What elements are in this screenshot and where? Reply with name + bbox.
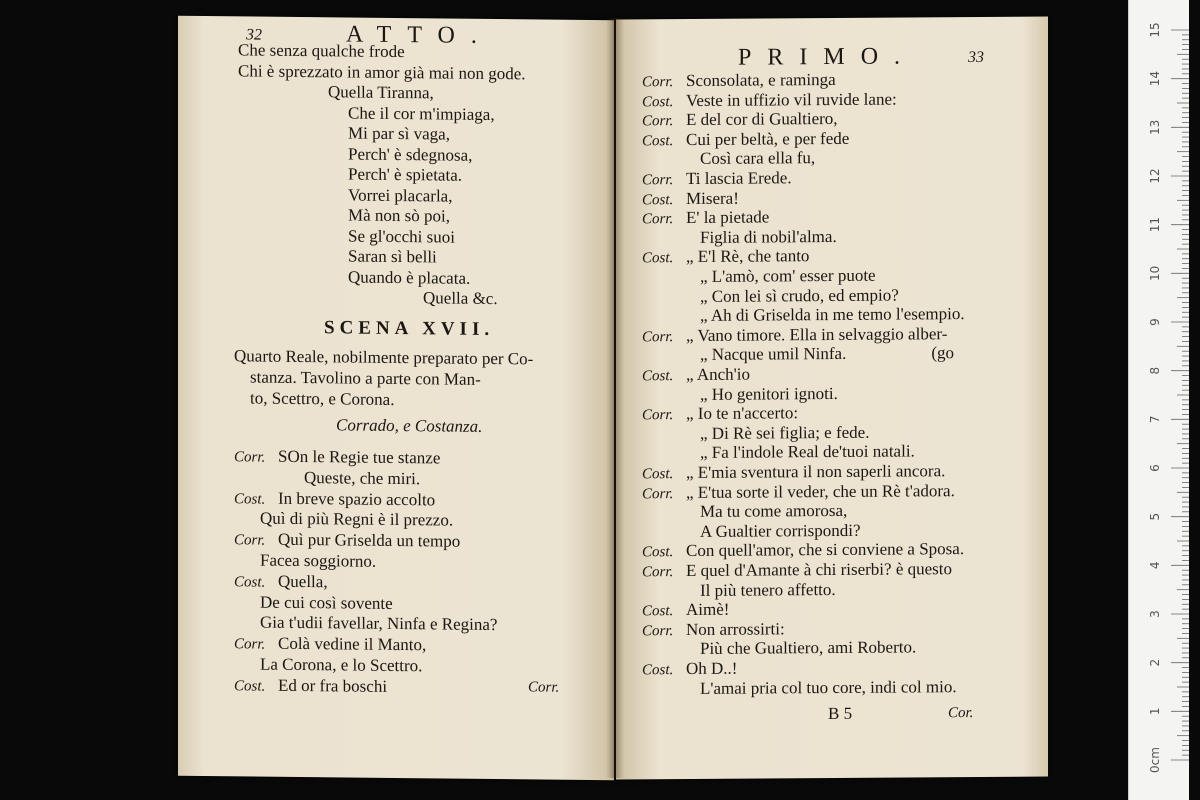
ruler-label: 7: [1148, 415, 1162, 424]
open-book: [178, 18, 1048, 778]
text-line: Ma tu come amorosa,: [700, 501, 848, 522]
speaker-label: Cost.: [642, 603, 674, 620]
text-line: „ Con lei sì crudo, ed empio?: [700, 285, 899, 306]
ruler-label: 13: [1148, 119, 1162, 135]
text-line: „ Io te n'accerto:: [686, 403, 799, 424]
text-line: Gia t'udii favellar, Ninfa e Regina?: [260, 612, 498, 635]
speaker-label: Cost.: [642, 132, 674, 150]
text-line: Perch' è sdegnosa,: [348, 143, 473, 165]
text-line: „ Anch'io: [686, 364, 750, 385]
speaker-label: Cost.: [642, 93, 674, 110]
text-line: E del cor di Gualtiero,: [686, 109, 838, 130]
text-line: „ Fa l'indole Real de'tuoi natali.: [700, 441, 915, 463]
ruler-label: 10: [1148, 265, 1162, 281]
measuring-ruler: [1128, 0, 1189, 800]
text-line: Facea soggiorno.: [260, 550, 377, 571]
speaker-label: Cost.: [234, 574, 266, 591]
scene-heading: SCENA XVII.: [324, 317, 495, 341]
text-line: Più che Gualtiero, ami Roberto.: [700, 637, 917, 659]
text-line: Che il cor m'impiaga,: [348, 102, 495, 124]
text-line: Ed or fra boschi: [278, 675, 388, 696]
speaker-label: Cost.: [642, 191, 674, 208]
text-line: Chi è sprezzato in amor già mai non gode.: [238, 60, 526, 83]
signature-mark: B 5: [828, 703, 853, 724]
text-line: „ Ah di Griselda in me temo l'esempio.: [700, 304, 965, 326]
text-line: A Gualtier corrispondi?: [700, 520, 861, 541]
text-line: „ Nacque umil Ninfa. (go: [700, 343, 954, 365]
text-line: SOn le Regie tue stanze: [278, 446, 441, 468]
text-line: Mà non sò poi,: [348, 205, 450, 226]
ruler-label: 15: [1148, 22, 1162, 38]
right-page: [616, 16, 1048, 779]
left-page-number: 32: [246, 26, 262, 44]
text-line: E quel d'Amante à chi riserbi? è questo: [686, 559, 952, 581]
ruler-label: 8: [1148, 366, 1162, 375]
text-line: „ E'l Rè, che tanto: [686, 246, 810, 267]
text-line: „ E'tua sorte il veder, che un Rè t'adora.: [686, 480, 955, 502]
speaker-label: Corr.: [642, 407, 674, 424]
speaker-label: Corr.: [642, 622, 674, 640]
ruler-label: 9: [1148, 318, 1162, 326]
stage-direction-line: to, Scettro, e Corona.: [250, 388, 395, 409]
speaker-label: Cost.: [234, 490, 266, 508]
speaker-label: Corr.: [642, 172, 674, 189]
text-line: Veste in uffizio vil ruvide lane:: [686, 89, 897, 110]
stage-direction-line: Quarto Reale, nobilmente preparato per Co-: [234, 346, 534, 369]
text-line: „ Vano timore. Ella in selvaggio alber-: [686, 323, 948, 345]
text-line: La Corona, e lo Scettro.: [260, 654, 423, 676]
text-line: Quando è placata.: [348, 266, 471, 288]
ruler-label: 6: [1148, 464, 1162, 472]
text-line: Mi par sì vaga,: [348, 123, 450, 144]
ruler-label: 3: [1148, 610, 1162, 618]
text-line: Queste, che miri.: [304, 467, 421, 489]
speaker-label: Corr.: [642, 485, 674, 502]
text-line: Che senza qualche frode: [238, 40, 405, 62]
speaker-label: Corr.: [234, 532, 266, 549]
right-catchword: Cor.: [948, 705, 974, 722]
left-page: [178, 16, 614, 781]
speaker-label: Cost.: [642, 250, 674, 267]
ruler-label: 1: [1148, 707, 1162, 716]
text-line: Oh D..!: [686, 658, 738, 679]
text-line: „ Ho genitori ignoti.: [700, 383, 838, 404]
ruler-label: 5: [1148, 512, 1162, 521]
ruler-label: 11: [1148, 217, 1162, 233]
text-line: Quella,: [278, 571, 328, 592]
text-line: Saran sì belli: [348, 246, 437, 267]
text-line: De cui così sovente: [260, 592, 393, 613]
text-line: „ L'amò, com' esser puote: [700, 265, 876, 286]
left-catchword: Corr.: [528, 679, 560, 696]
text-line: Sconsolata, e raminga: [686, 69, 836, 91]
text-line: Aimè!: [686, 599, 730, 620]
speaker-label: Cost.: [234, 678, 266, 695]
text-line: Quella &c.: [423, 288, 498, 309]
text-line: Colà vedine il Manto,: [278, 633, 427, 655]
text-line: L'amai pria col tuo core, indi col mio.: [700, 676, 957, 698]
right-running-head: PRIMO.: [738, 43, 917, 71]
text-line: E' la pietade: [686, 207, 770, 228]
speaker-label: Cost.: [642, 368, 674, 385]
speaker-label: Corr.: [642, 113, 674, 130]
left-running-head: ATTO.: [346, 21, 493, 50]
speaker-label: Corr.: [234, 636, 266, 653]
speaker-label: Cost.: [642, 544, 674, 561]
speaker-label: Cost.: [642, 662, 674, 679]
text-line: Perch' è spietata.: [348, 164, 462, 185]
text-line: Vorrei placarla,: [348, 184, 453, 206]
speaker-label: Cost.: [642, 466, 674, 483]
text-line: Misera!: [686, 188, 739, 208]
text-line: Il più tenero affetto.: [700, 579, 836, 600]
characters-line: Corrado, e Costanza.: [336, 415, 483, 436]
text-line: Quì di più Regni è il prezzo.: [260, 508, 454, 530]
ruler-label: 0cm: [1148, 747, 1162, 773]
text-line: Quì pur Griselda un tempo: [278, 529, 461, 551]
speaker-label: Corr.: [642, 564, 674, 581]
text-line: „ Di Rè sei figlia; e fede.: [700, 422, 870, 443]
ruler-label: 14: [1148, 71, 1162, 87]
text-line: In breve spazio accolto: [278, 488, 436, 510]
text-line: Non arrossirti:: [686, 619, 785, 639]
text-line: Se gl'occhi suoi: [348, 225, 455, 247]
text-line: Così cara ella fu,: [700, 148, 816, 169]
text-line: „ E'mia sventura il non saperli ancora.: [686, 461, 946, 483]
text-line: Ti lascia Erede.: [686, 168, 792, 189]
text-line: Con quell'amor, che si conviene a Sposa.: [686, 539, 965, 561]
right-page-number: 33: [968, 48, 984, 67]
ruler-label: 12: [1148, 168, 1162, 184]
speaker-label: Corr.: [642, 74, 674, 91]
speaker-label: Corr.: [234, 449, 266, 466]
speaker-label: Corr.: [642, 328, 674, 346]
text-line: Figlia di nobil'alma.: [700, 226, 837, 247]
stage-direction-line: stanza. Tavolino a parte con Man-: [250, 367, 481, 389]
ruler-label: 4: [1148, 561, 1162, 570]
text-line: Quella Tiranna,: [328, 82, 434, 103]
book-gutter: [606, 18, 624, 778]
text-line: Cui per beltà, e per fede: [686, 128, 850, 149]
ruler-scale: [1129, 0, 1189, 800]
speaker-label: Corr.: [642, 211, 674, 228]
ruler-label: 2: [1148, 658, 1162, 667]
